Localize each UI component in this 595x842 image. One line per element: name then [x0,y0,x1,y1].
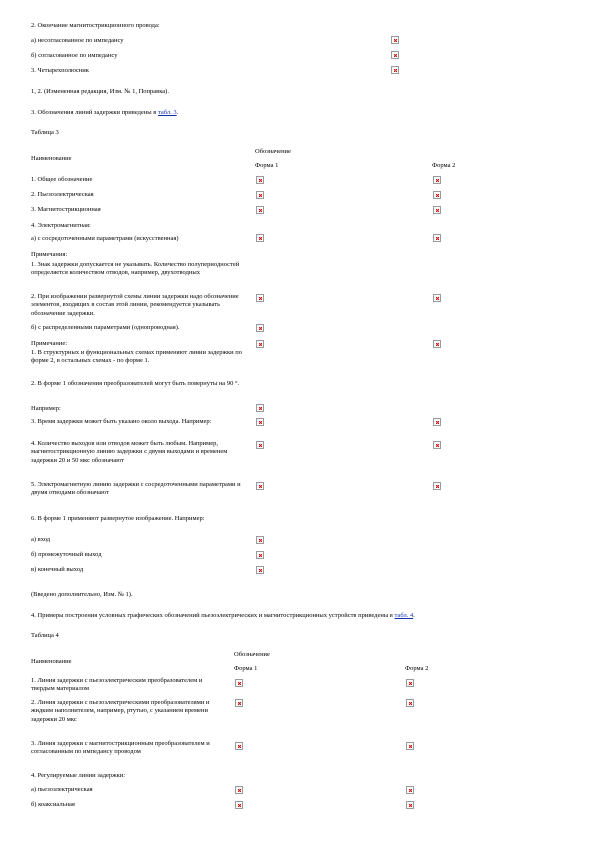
table-3-row-4b: б) с распределенными параметрами (однопроводная). [31,324,180,331]
broken-image-icon [235,699,243,707]
table-3-example-1: Например: [31,405,61,412]
table-3-row-a-input: а) вход [31,536,51,543]
broken-image-icon [391,66,399,74]
broken-image-icon [256,418,264,426]
table-3-row-4: 4. Электромагнитная: [31,222,91,229]
added-note: (Введено дополнительно, Изм. № 1). [31,591,133,598]
table-3-header-designation: Обозначение [255,148,291,155]
table-4-row-4a: а) пьезоэлектрическая [31,786,93,793]
broken-image-icon [256,191,264,199]
table-4-header-form2: Форма 2 [405,665,429,672]
edit-note: 1, 2. (Измененная редакция, Изм. № 1, Поправка). [31,88,169,95]
broken-image-icon [256,566,264,574]
table-3-note-b-3: 3. Время задержки может быть указано около выхода. Например: [31,418,212,425]
table-4-link[interactable]: табл. 4 [394,612,414,619]
table-3-note-b-6: 6. В форме 1 применяют развернутое изображение. Например: [31,515,205,522]
broken-image-icon [235,742,243,750]
broken-image-icon [406,742,414,750]
table-3-row-b-intermediate: б) промежуточный выход [31,551,102,558]
broken-image-icon [256,340,264,348]
table-3-row-c-final: в) конечный выход [31,566,84,573]
broken-image-icon [433,441,441,449]
broken-image-icon [433,191,441,199]
broken-image-icon [256,482,264,490]
table-4-caption: Таблица 4 [31,632,59,639]
broken-image-icon [433,340,441,348]
table-3-note-b-title: Примечание: [31,340,68,347]
table-3-row-4a: а) с сосредоточенными параметрами (искусственная) [31,235,179,242]
table-4-header-designation: Обозначение [234,651,270,658]
table-3-note-b-5: 5. Электромагнитную линию задержки с сосредоточенными параметрами и двумя отводами обозначают [31,481,241,497]
broken-image-icon [256,234,264,242]
broken-image-icon [406,699,414,707]
item-2b-label: б) согласованное по импедансу [31,52,118,59]
paragraph-4-end: . [413,612,415,619]
broken-image-icon [235,679,243,687]
broken-image-icon [256,294,264,302]
table-4-row-2: 2. Линия задержки с пьезоэлектрическими преобразователями и жидким наполнителем, например, ртутью, с указанием времени задержки 20 мкс [31,699,210,723]
table-3-note-b-1: 1. В структурных и функциональных схемах применяют линии задержки по форме 2, в остальных схемах - по форме 1. [31,349,242,365]
broken-image-icon [391,36,399,44]
broken-image-icon [433,482,441,490]
broken-image-icon [406,679,414,687]
table-3-row-3: 3. Магнитострикционная [31,206,101,213]
broken-image-icon [406,786,414,794]
broken-image-icon [256,441,264,449]
broken-image-icon [256,206,264,214]
table-3-caption: Таблица 3 [31,129,59,136]
item-2a-label: а) несогласованное по импедансу [31,37,124,44]
broken-image-icon [256,404,264,412]
table-4-row-3: 3. Линия задержки с магнитострикционным преобразователем и согласованным по импедансу проводом [31,740,210,756]
table-4-row-4: 4. Регулируемые линии задержки: [31,772,126,779]
broken-image-icon [406,801,414,809]
table-3-row-2: 2. Пьезоэлектрическая [31,191,94,198]
table-3-row-1: 1. Общее обозначение [31,176,93,183]
broken-image-icon [391,51,399,59]
table-3-link[interactable]: табл. 3 [157,109,177,116]
broken-image-icon [433,234,441,242]
paragraph-3 [31,109,178,117]
table-4-header-name: Наименование [31,658,72,665]
broken-image-icon [235,786,243,794]
paragraph-3-text: 3. Обозначения линий задержки приведены в [31,109,158,116]
broken-image-icon [256,324,264,332]
item-2-title: 2. Окончание магнитострикционного провода: [31,22,160,29]
table-3-note-2: 2. При изображении развернутой схемы линии задержки надо обозначение элементов, входящих в состав этой линии, рекомендуется указывать обозначение задержки. [31,293,239,317]
paragraph-4 [31,612,415,620]
table-4-row-1: 1. Линия задержки с пьезоэлектрическим преобразователем и твердым материалом [31,677,203,693]
broken-image-icon [433,206,441,214]
table-3-header-form2: Форма 2 [432,162,456,169]
broken-image-icon [256,536,264,544]
table-3-header-form1: Форма 1 [255,162,279,169]
item-3-label: 3. Четырехполюсник [31,67,89,74]
broken-image-icon [256,551,264,559]
table-3-notes-title: Примечания: [31,251,68,258]
broken-image-icon [235,801,243,809]
broken-image-icon [433,176,441,184]
table-3-note-b-4: 4. Количество выходов или отводов может быть любым. Например, магнитострикционную линию задержки с двумя выходами и временем задержки 20 и 50 мкс обозначают [31,440,228,464]
table-3-header-name: Наименование [31,155,72,162]
broken-image-icon [433,294,441,302]
broken-image-icon [256,176,264,184]
paragraph-4-text: 4. Примеры построения условных графических обозначений пьезоэлектрических и магнитострикционных устройств приведены в [31,612,395,619]
table-4-header-form1: Форма 1 [234,665,258,672]
table-4-row-4b: б) коаксиальная [31,801,75,808]
table-3-note-1: 1. Знак задержки допускается не указывать. Количество полупериодностей определяется количеством отводов, например, двухотводных [31,261,240,277]
broken-image-icon [433,418,441,426]
paragraph-3-end: . [176,109,179,116]
table-3-note-b-2: 2. В форме 1 обозначения преобразователей могут быть повернуты на 90 °. [31,380,240,387]
